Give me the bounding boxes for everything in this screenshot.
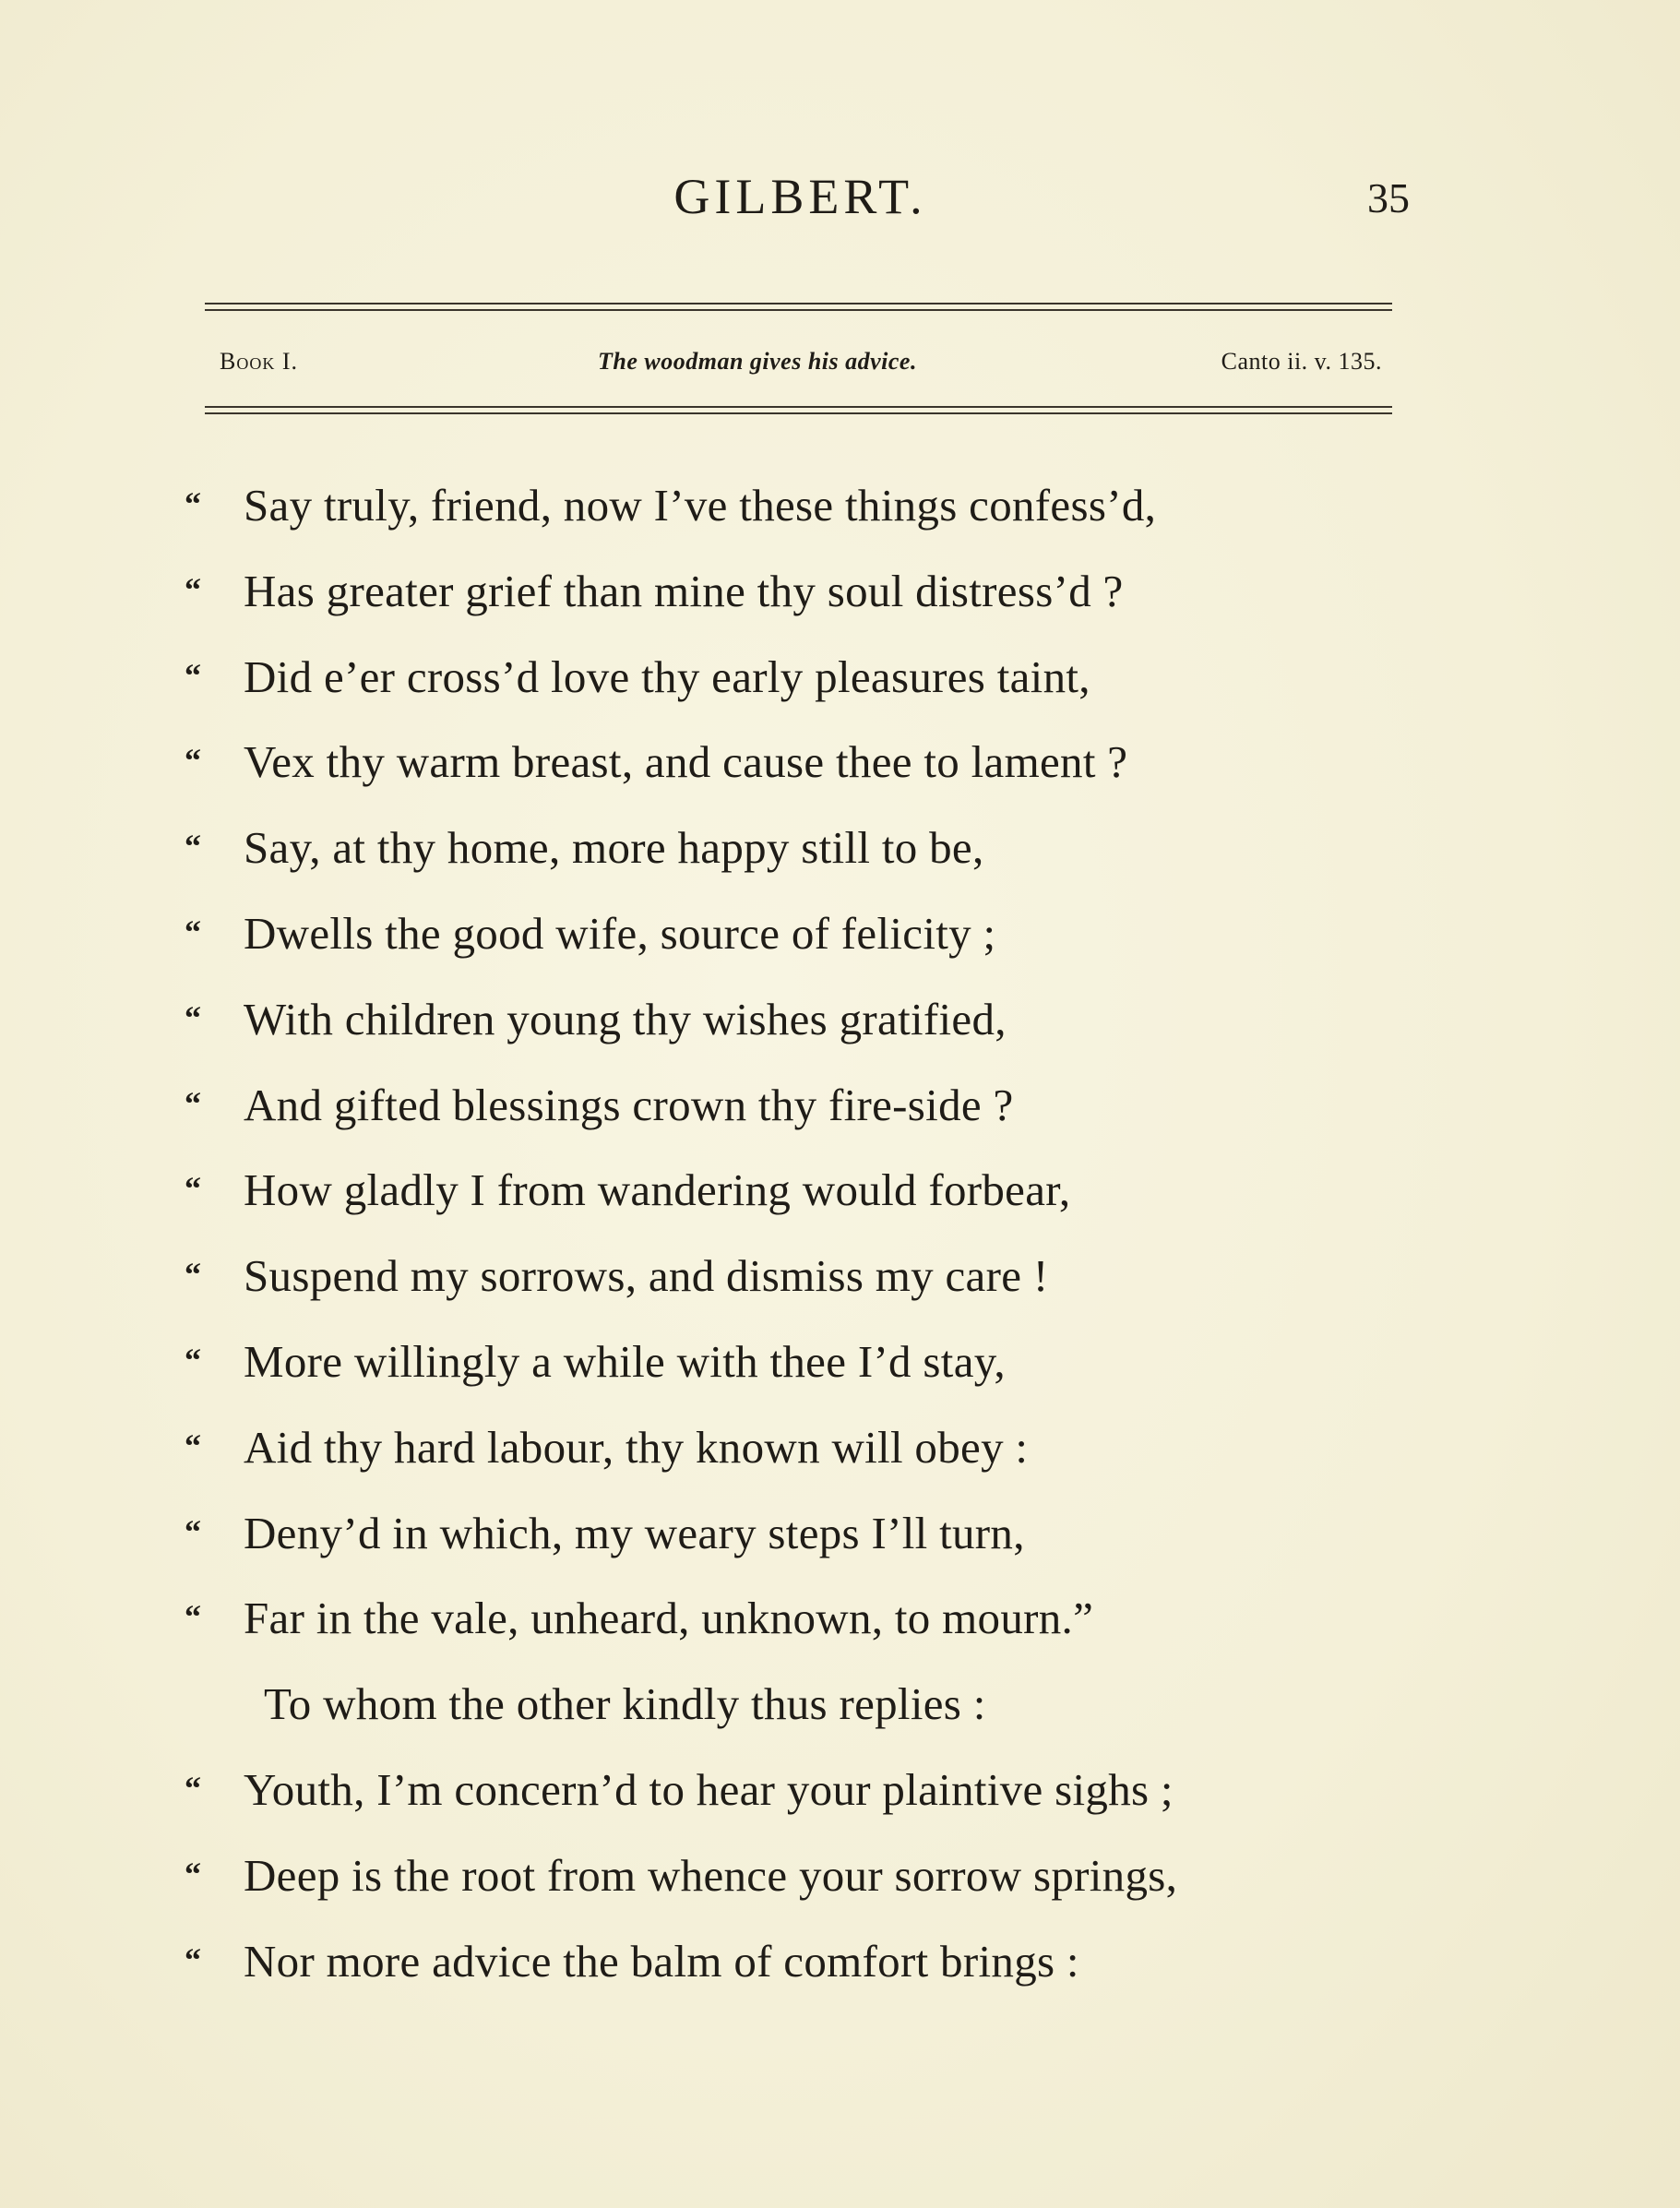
verse-line [185,648,1412,734]
verse-text: And gifted blessings crown thy fire-side ? [244,1079,1014,1130]
opening-quote: “ [185,1256,201,1294]
verse-text: To whom the other kindly thus replies : [264,1678,986,1730]
verse-text: How gladly I from wandering would forbear, [244,1164,1071,1216]
opening-quote: “ [185,485,201,522]
verse-line [185,1332,1412,1418]
verse-line [185,990,1412,1076]
verse-line [185,1161,1412,1247]
opening-quote: “ [185,656,201,694]
book-label: Book I. [220,348,298,375]
opening-quote: “ [185,1341,201,1379]
verse-text: Suspend my sorrows, and dismiss my care ! [244,1250,1049,1302]
verse-text: Aid thy hard labour, thy known will obey : [244,1421,1029,1473]
verse-text: Say truly, friend, now I’ve these things confess’d, [244,480,1157,531]
headline-top-rule [205,303,1392,311]
verse-text: Deny’d in which, my weary steps I’ll turn, [244,1507,1025,1558]
verse-line [185,1418,1412,1504]
opening-quote: “ [185,913,201,950]
verse-line [185,1846,1412,1932]
verse-line [185,904,1412,990]
opening-quote: “ [185,998,201,1036]
verse-text: More willingly a while with thee I’d stay, [244,1335,1006,1387]
opening-quote: “ [185,1426,201,1464]
opening-quote: “ [185,1084,201,1122]
verse-text: With children young thy wishes gratified, [244,993,1007,1044]
verse-line [185,1589,1412,1675]
verse-line [185,1247,1412,1332]
verse-line [185,1504,1412,1590]
verse-line [185,1076,1412,1162]
verse-text: Say, at thy home, more happy still to be, [244,822,984,874]
opening-quote: “ [185,1855,201,1892]
verse-text: Vex thy warm breast, and cause thee to lament ? [244,736,1128,788]
verse-text: Far in the vale, unheard, unknown, to mourn.” [244,1593,1094,1644]
verse-line [185,1932,1412,2018]
opening-quote: “ [185,1170,201,1208]
headline-bottom-rule [205,406,1392,414]
page-number: 35 [1367,174,1410,221]
verse-text: Youth, I’m concern’d to hear your plaintive sighs ; [244,1763,1174,1815]
section-caption: The woodman gives his advice. [598,348,917,375]
verse-text: Nor more advice the balm of comfort brings : [244,1935,1079,1987]
verse-line [185,818,1412,904]
verse-text: Dwells the good wife, source of felicity ; [244,907,996,959]
verse-line [185,1760,1412,1846]
opening-quote: “ [185,1598,201,1636]
headline [220,343,1382,380]
opening-quote: “ [185,742,201,780]
verse-text: Deep is the root from whence your sorrow springs, [244,1849,1178,1901]
verse-line [185,476,1412,562]
verse-line [185,733,1412,818]
opening-quote: “ [185,1769,201,1807]
verse-line [185,562,1412,648]
opening-quote: “ [185,570,201,608]
verse-text: Did e’er cross’d love thy early pleasures taint, [244,650,1090,702]
verse-text: Has greater grief than mine thy soul distress’d ? [244,565,1124,616]
opening-quote: “ [185,1940,201,1978]
verse-line-narration [185,1675,1412,1760]
opening-quote: “ [185,828,201,865]
poem-body [185,476,1412,2017]
canto-reference: Canto ii. v. 135. [1221,348,1382,375]
opening-quote: “ [185,1512,201,1550]
running-title: GILBERT. [673,169,927,224]
